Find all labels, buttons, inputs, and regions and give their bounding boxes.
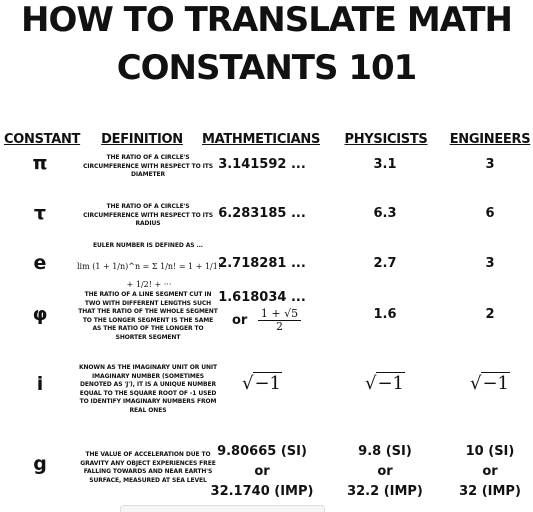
definition-tau: THE RATIO OF A CIRCLE'S CIRCUMFERENCE WITH RESPECT TO ITS RADIUS — [83, 203, 213, 227]
value-g-engineers-imp: 32 (IMP) — [459, 484, 521, 499]
constant-i: i — [36, 373, 44, 395]
header-physicists: PHYSICISTS — [344, 132, 428, 147]
sqrt-symbol: √−1 — [241, 373, 282, 394]
sqrt-symbol: √−1 — [364, 373, 405, 394]
euler-formula — [74, 256, 224, 292]
constant-g: g — [33, 453, 47, 475]
value-pi-mathematicians: 3.141592 ... — [218, 157, 306, 172]
header-engineers: ENGINEERS — [449, 132, 531, 147]
constant-pi: π — [32, 152, 48, 174]
header-constant: CONSTANT — [4, 132, 81, 147]
sqrt-symbol: √−1 — [469, 373, 510, 394]
value-tau-mathematicians: 6.283185 ... — [218, 206, 306, 221]
page-title-line-1: HOW TO TRANSLATE MATH — [20, 0, 512, 40]
value-g-engineers-or: or — [482, 464, 498, 479]
value-pi-engineers: 3 — [485, 157, 495, 172]
definition-pi: THE RATIO OF A CIRCLE'S CIRCUMFERENCE WITH RESPECT TO ITS DIAMETER — [83, 154, 213, 178]
definition-e: EULER NUMBER IS DEFINED AS ... — [93, 242, 203, 249]
header-mathematicians: MATHMETICIANS — [201, 132, 321, 147]
value-pi-physicists: 3.1 — [373, 157, 397, 172]
value-i-engineers — [452, 373, 528, 394]
value-i-physicists — [345, 373, 425, 394]
bottom-overlay-bar — [120, 505, 325, 512]
value-tau-physicists: 6.3 — [373, 206, 397, 221]
value-phi-or: or — [232, 313, 248, 328]
value-tau-engineers: 6 — [485, 206, 495, 221]
euler-formula-text: lim (1 + 1/n)^n = Σ 1/n! = 1 + 1/1! + 1/2! + ··· — [76, 262, 222, 289]
value-phi-engineers: 2 — [485, 307, 495, 322]
header-definition: DEFINITION — [101, 132, 183, 147]
definition-i: KNOWN AS THE IMAGINARY UNIT OR UNIT IMAGINARY NUMBER (SOMETIMES DENOTED AS 'J'), IT IS A UNIQUE NUMBER EQUAL TO THE SQUARE ROOT OF -1 USED TO IDENTIFY IMAGINARY NUMBERS FROM REAL ONES — [78, 364, 218, 414]
value-g-physicists-si: 9.8 (SI) — [358, 444, 412, 459]
value-g-physicists-or: or — [377, 464, 393, 479]
constant-tau: τ — [33, 202, 47, 224]
definition-phi: THE RATIO OF A LINE SEGMENT CUT IN TWO WITH DIFFERENT LENGTHS SUCH THAT THE RATIO OF THE WHOLE SEGMENT TO THE LONGER SEGMENT IS THE SAME AS THE RATIO OF THE LONGER TO SHORTER SEGMENT — [78, 291, 218, 341]
value-phi-physicists: 1.6 — [373, 307, 397, 322]
constant-e: e — [33, 252, 47, 274]
value-g-mathematicians-si: 9.80665 (SI) — [217, 444, 307, 459]
value-e-mathematicians: 2.718281 ... — [218, 256, 306, 271]
phi-fraction-denominator: 2 — [275, 320, 283, 333]
page-title-line-2: CONSTANTS 101 — [116, 48, 417, 88]
definition-g: THE VALUE OF ACCELERATION DUE TO GRAVITY ANY OBJECT EXPERIENCES FREE FALLING TOWARDS AND NEAR EARTH'S SURFACE, MEASURED AT SEA LEVEL — [80, 451, 216, 484]
value-i-mathematicians — [212, 373, 312, 394]
value-g-engineers-si: 10 (SI) — [465, 444, 515, 459]
value-e-physicists: 2.7 — [373, 256, 397, 271]
value-g-mathematicians-imp: 32.1740 (IMP) — [210, 484, 314, 499]
value-phi-fraction-group — [232, 308, 302, 333]
phi-fraction-numerator: 1 + √5 — [258, 308, 301, 321]
value-g-physicists-imp: 32.2 (IMP) — [347, 484, 423, 499]
phi-fraction — [258, 308, 301, 333]
value-g-mathematicians-or: or — [254, 464, 270, 479]
constant-phi: φ — [32, 303, 48, 325]
value-phi-mathematicians: 1.618034 ... — [218, 290, 306, 305]
value-e-engineers: 3 — [485, 256, 495, 271]
